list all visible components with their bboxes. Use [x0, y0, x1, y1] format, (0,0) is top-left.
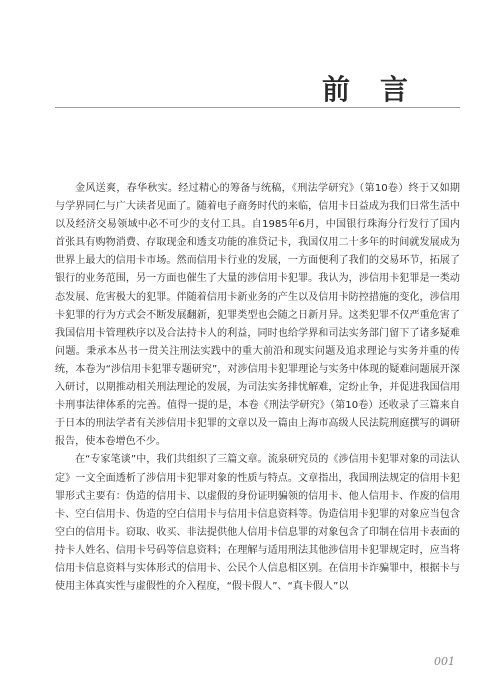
paragraph: 金风送爽，春华秋实。经过精心的筹备与统稿，《刑法学研究》（第10卷）终于又如期与学界同仁与广大读者见面了。随着电子商务时代的来临，信用卡日益成为我们日常生活中以及经济交易领域中必不可少的支付工具。自1985年6月，中国银行珠海分行发行了国内首张具有购物消费、存取现金和透支功能的准贷记卡，我国仅用二十多年的时间就发展成为世界上最大的信用卡市场。然而信用卡行业的发展，一方面便利了我们的交易环节，拓展了银行的业务范围，另一方面也催生了大量的涉信用卡犯罪。我认为，涉信用卡犯罪是一类动态发展、危害极大的犯罪。伴随着信用卡新业务的产生以及信用卡防控措施的变化，涉信用卡犯罪的行为方式会不断发展翻新，犯罪类型也会随之日新月异。这类犯罪不仅严重危害了我国信用卡管理秩序以及合法持卡人的利益，同时也给学界和司法实务部门留下了诸多疑难问题。秉承本丛书一贯关注刑法实践中的重大前沿和现实问题及追求理论与实务并重的传统，本卷为“涉信用卡犯罪专题研究”，对涉信用卡犯罪理论与实务中体现的疑难问题展开深入研讨，以期推动相关刑法理论的发展，为司法实务排忧解难，定纷止争，并促进我国信用卡刑事法律体系的完善。值得一提的是，本卷《刑法学研究》（第10卷）还收录了三篇来自于日本的刑法学者有关涉信用卡犯罪的文章以及一篇由上海市高级人民法院刑庭撰写的调研报告，使本卷增色不少。 — [55, 183, 460, 448]
title-divider — [55, 107, 460, 108]
page-title: 前言 — [322, 73, 439, 106]
paragraph: 在“专家笔谈”中，我们共组织了三篇文章。流泉研究员的《涉信用卡犯罪对象的司法认定》一文全面透析了涉信用卡犯罪对象的性质与特点。文章指出，我国刑法规定的信用卡犯罪形式主要有：伪造的信用卡、以虚假的身份证明骗领的信用卡、他人信用卡、作废的信用卡、空白信用卡、伪造的空白信用卡与信用卡信息资料等。伪造信用卡犯罪的对象应当包含空白的信用卡。窃取、收买、非法提供他人信用卡信息罪的对象包含了印制在信用卡表面的持卡人姓名、信用卡号码等信息资料；在理解与适用刑法其他涉信用卡犯罪规定时，应当将信用卡信息资料与实体形式的信用卡、公民个人信息相区别。在信用卡诈骗罪中，根据卡与使用主体真实性与虚假性的介入程度，“假卡假人”、“真卡假人”以 — [55, 454, 460, 593]
page-number: 001 — [434, 655, 455, 668]
body-text — [55, 180, 460, 596]
